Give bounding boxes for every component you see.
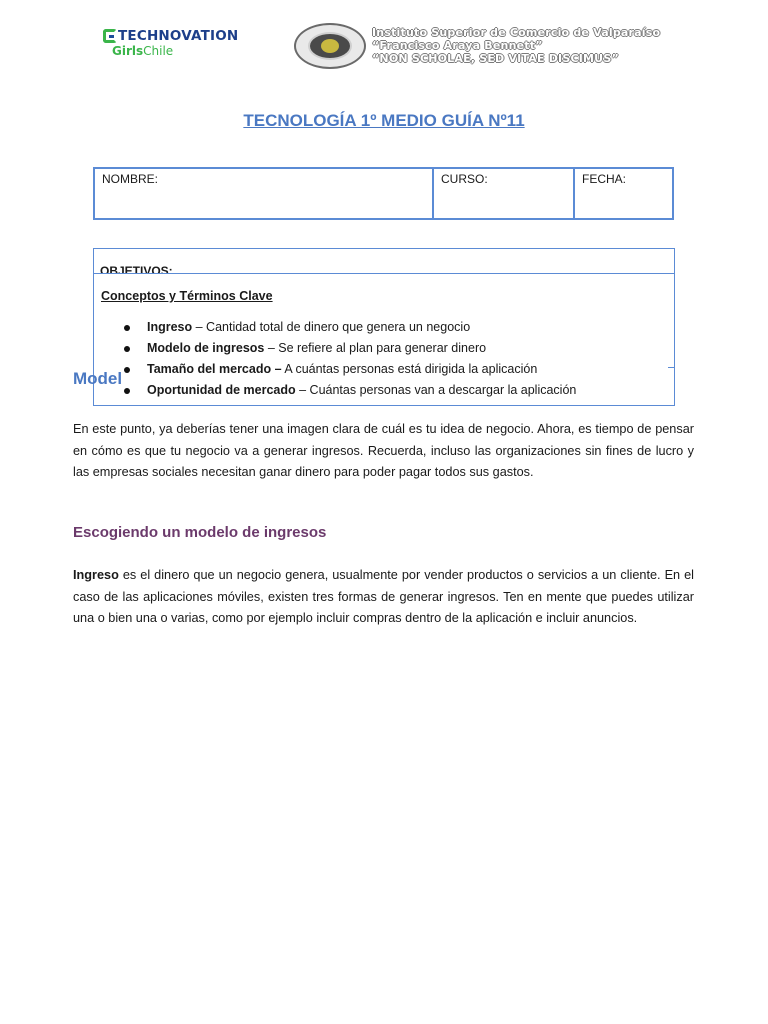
concept-desc: A cuántas personas está dirigida la aplicación [281, 362, 538, 376]
revenue-paragraph [73, 565, 694, 630]
bullet-icon [124, 388, 130, 394]
concept-desc: – Cuántas personas van a descargar la aplicación [295, 383, 577, 397]
course-label: CURSO: [441, 172, 488, 186]
logo-sub: Chile [143, 44, 174, 58]
institution-line-3: “NON SCHOLAE, SED VITAE DISCIMUS” [372, 52, 619, 65]
intro-paragraph: En este punto, ya deberías tener una imagen clara de cuál es tu idea de negocio. Ahora, es tiempo de pensar en cómo es que tu negocio va a generar ingresos. Recuerda, incluso las organizaciones sin fines de lucro y las empresas sociales necesitan ganar dinero para poder pagar todos sus gastos. [73, 422, 694, 479]
list-item [122, 319, 576, 340]
bullet-icon [124, 346, 130, 352]
date-label: FECHA: [582, 172, 627, 186]
institution-seal-icon [294, 23, 366, 69]
student-info-table [93, 167, 674, 220]
course-cell[interactable] [432, 169, 573, 218]
list-item [122, 382, 576, 403]
name-label: NOMBRE: [102, 172, 159, 186]
institution-line-1: Instituto Superior de Comercio de Valparaíso [372, 26, 661, 39]
side-heading: Model [73, 369, 123, 388]
list-item [122, 340, 576, 361]
logo-brand-text: TECHNOVATION [118, 28, 239, 44]
date-cell[interactable] [573, 169, 672, 218]
concept-desc: – Cantidad total de dinero que genera un negocio [192, 320, 471, 334]
list-item [122, 361, 576, 382]
revenue-term: Ingreso [73, 568, 119, 582]
concept-term: Modelo de ingresos [147, 341, 265, 355]
revenue-text: es el dinero que un negocio genera, usualmente por vender productos o servicios a un cliente. En el caso de las aplicaciones móviles, existen tres formas de generar ingresos. Ten en mente que puedes utilizar una o bien una o varias, como por ejemplo incluir compras dentro de la aplicación e incluir anuncios. [73, 568, 694, 625]
document-title: TECNOLOGÍA 1º MEDIO GUÍA Nº11 [243, 111, 525, 130]
bullet-icon [124, 367, 130, 373]
name-cell[interactable] [95, 169, 432, 218]
objectives-label: OBJETIVOS: [100, 264, 173, 274]
concept-term: Tamaño del mercado – [147, 362, 282, 376]
concept-term: Ingreso [147, 320, 193, 334]
bullet-icon [124, 325, 130, 331]
technovation-mark-icon [103, 29, 117, 43]
concept-desc: – Se refiere al plan para generar dinero [264, 341, 487, 355]
concepts-list [122, 319, 576, 403]
concepts-title: Conceptos y Términos Clave [101, 289, 273, 303]
institution-name [372, 26, 660, 65]
section-title: Escogiendo un modelo de ingresos [73, 524, 327, 541]
box-tick-mark [668, 367, 675, 368]
objectives-divider [93, 273, 675, 274]
technovation-logo [103, 28, 253, 62]
concept-term: Oportunidad de mercado [147, 383, 296, 397]
institution-line-2: “Francisco Araya Bennett” [372, 39, 543, 52]
logo-sub-bold: Girls [112, 44, 144, 58]
